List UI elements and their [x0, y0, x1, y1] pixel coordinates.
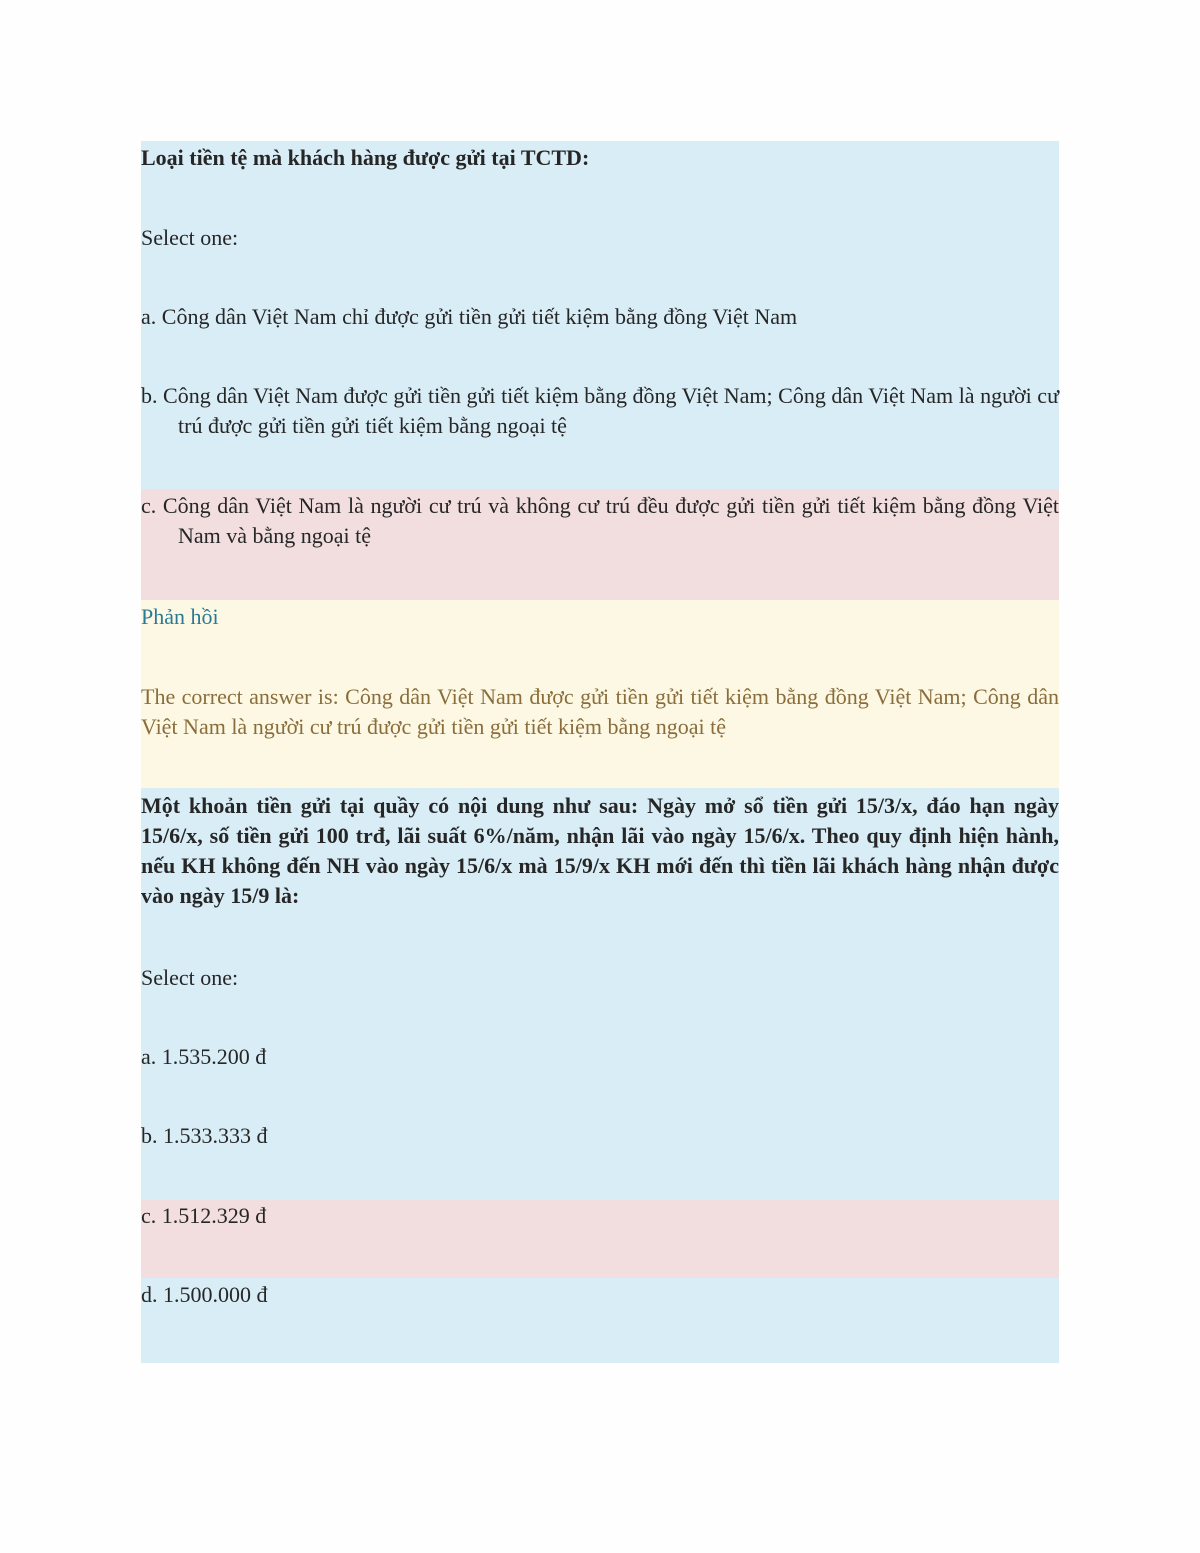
- question-1-option-b[interactable]: b. Công dân Việt Nam được gửi tiền gửi tiết kiệm bằng đồng Việt Nam; Công dân Việt Nam là người cư trú được gửi tiền gửi tiết kiệm bằng ngoại tệ: [141, 383, 1059, 438]
- question-1-option-c-block: [141, 489, 1059, 600]
- question-1-option-c[interactable]: c. Công dân Việt Nam là người cư trú và không cư trú đều được gửi tiền gửi tiết kiệm bằng đồng Việt Nam và bằng ngoại tệ: [141, 493, 1059, 548]
- question-1-text: Loại tiền tệ mà khách hàng được gửi tại TCTD:: [141, 145, 590, 170]
- question-2-prompt: Select one:: [141, 965, 239, 990]
- question-2-block: [141, 788, 1059, 1200]
- question-2-option-d-block: [141, 1278, 1059, 1363]
- feedback-text: The correct answer is: Công dân Việt Nam được gửi tiền gửi tiết kiệm bằng đồng Việt Nam; Công dân Việt Nam là người cư trú được gửi tiền gửi tiết kiệm bằng ngoại tệ: [141, 684, 1059, 739]
- feedback-title: Phản hồi: [141, 604, 219, 629]
- question-1-feedback: [141, 600, 1059, 788]
- question-2-option-c[interactable]: c. 1.512.329 đ: [141, 1203, 267, 1228]
- question-2-option-d[interactable]: d. 1.500.000 đ: [141, 1282, 268, 1307]
- document-page: [141, 141, 1059, 1363]
- question-2-option-b[interactable]: b. 1.533.333 đ: [141, 1123, 268, 1148]
- question-1-prompt: Select one:: [141, 225, 239, 250]
- question-2-option-c-block: [141, 1200, 1059, 1278]
- question-1-block: [141, 141, 1059, 489]
- question-2-text: Một khoản tiền gửi tại quầy có nội dung như sau: Ngày mở sổ tiền gửi 15/3/x, đáo hạn ngày 15/6/x, số tiền gửi 100 trđ, lãi suất 6%/năm, nhận lãi vào ngày 15/6/x. Theo quy định hiện hành, nếu KH không đến NH vào ngày 15/6/x mà 15/9/x KH mới đến thì tiền lãi khách hàng nhận được vào ngày 15/9 là:: [141, 793, 1059, 908]
- question-2-option-a[interactable]: a. 1.535.200 đ: [141, 1044, 267, 1069]
- question-1-option-a[interactable]: a. Công dân Việt Nam chỉ được gửi tiền gửi tiết kiệm bằng đồng Việt Nam: [141, 304, 798, 329]
